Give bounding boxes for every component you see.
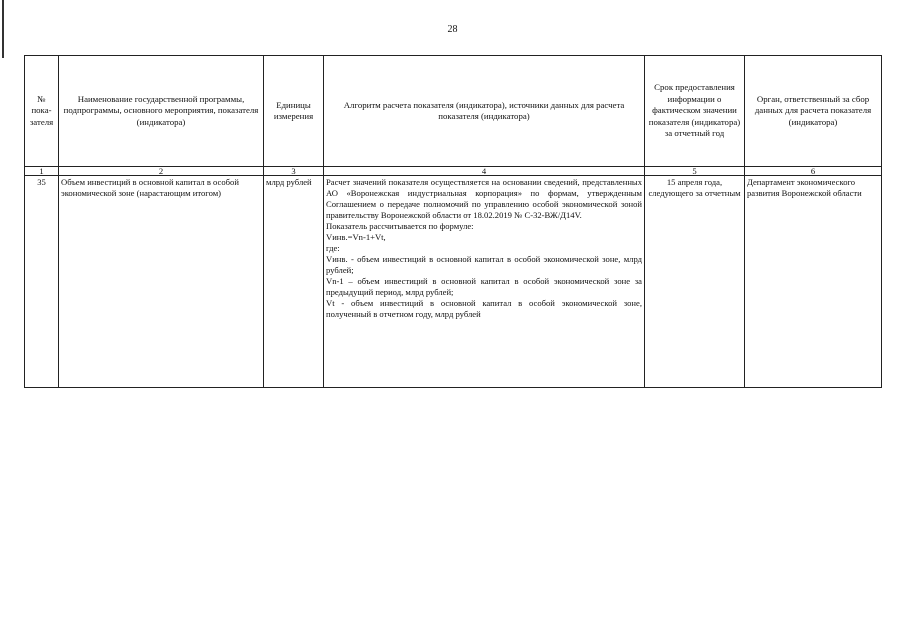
indicator-deadline: 15 апреля года, следующего за отчетным [645, 176, 745, 388]
column-number: 6 [745, 167, 882, 176]
header-responsible: Орган, ответственный за сбор данных для расчета показателя (индикатора) [745, 56, 882, 167]
indicator-unit: млрд рублей [264, 176, 324, 388]
algorithm-paragraph: Расчет значений показателя осуществляется на основании сведений, представленных АО «Воронежская индустриальная корпорация» по формам, утвержденным Соглашением о передаче полномочий по управлению особой экономической зоной правительству Воронежской области от 18.02.2019 № С-32-ВЖ/Д14V. [326, 177, 642, 220]
algorithm-paragraph: Показатель рассчитывается по формуле: [326, 221, 474, 231]
indicator-name: Объем инвестиций в основной капитал в особой экономической зоне (нарастающим итогом) [59, 176, 264, 388]
indicator-responsible: Департамент экономического развития Воронежской области [745, 176, 882, 388]
column-number: 2 [59, 167, 264, 176]
page-number: 28 [447, 24, 458, 35]
column-number: 4 [324, 167, 645, 176]
table-row [25, 176, 882, 388]
header-algorithm: Алгоритм расчета показателя (индикатора), источники данных для расчета показателя (индикатора) [324, 56, 645, 167]
indicator-table [24, 55, 882, 388]
column-number: 5 [645, 167, 745, 176]
algorithm-paragraph: где: [326, 243, 340, 253]
indicator-algorithm [324, 176, 645, 388]
algorithm-paragraph: Vt - объем инвестиций в основной капитал в особой экономической зоне, полученный в отчетном году, млрд рублей [326, 298, 642, 319]
algorithm-paragraph: Vинв. - объем инвестиций в основной капитал в особой экономической зоне, млрд рублей; [326, 254, 642, 275]
algorithm-formula: Vинв.=Vn-1+Vt, [326, 232, 386, 242]
table-header-row [25, 56, 882, 167]
header-name: Наименование государственной программы, подпрограммы, основного мероприятия, показателя (индикатора) [59, 56, 264, 167]
header-number: № пока-зателя [25, 56, 59, 167]
row-number: 35 [25, 176, 59, 388]
algorithm-paragraph: Vn-1 – объем инвестиций в основной капитал в особой экономической зоне за предыдущий период, млрд рублей; [326, 276, 642, 297]
header-unit: Единицы измерения [264, 56, 324, 167]
header-deadline: Срок предоставления информации о фактическом значении показателя (индикатора) за отчетный год [645, 56, 745, 167]
column-number: 3 [264, 167, 324, 176]
column-number: 1 [25, 167, 59, 176]
column-number-row [25, 167, 882, 176]
